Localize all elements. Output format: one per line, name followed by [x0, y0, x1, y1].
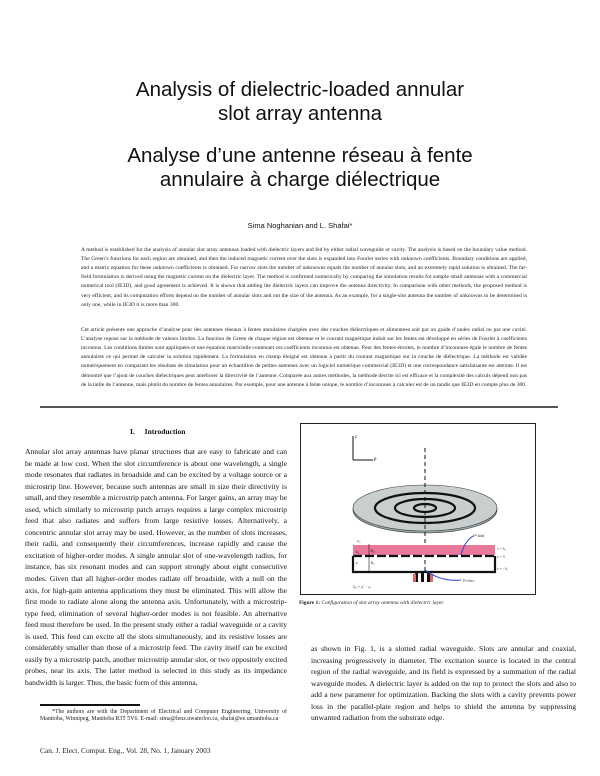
svg-text:ε₀: ε₀: [357, 538, 361, 543]
section-title: Introduction: [144, 427, 186, 436]
figure-caption: [299, 600, 444, 606]
figure-caption-text: Configuration of slot array antenna with dielectric layer.: [321, 600, 445, 606]
author-affiliation-footnote: *The authors are with the Department of Electrical and Computer Engineering, University of Manitoba, Winnipeg, Manitoba R3T 5V6. E-mail: sima@lenz.uwaterloo.ca, shafai@ee.umanitoba.ca: [40, 709, 287, 723]
title-en-line-2: slot array antenna: [217, 102, 383, 125]
svg-text:iᵗʰ slot: iᵗʰ slot: [473, 533, 485, 538]
title-fr-line-2: annulaire à charge diélectrique: [159, 168, 441, 191]
author-list: Sima Noghanian and L. Shafai*: [247, 221, 353, 230]
svg-text:z = h₂: z = h₂: [497, 547, 506, 551]
svg-text:z = 0: z = 0: [497, 555, 505, 559]
svg-text:Probes: Probes: [463, 578, 475, 583]
svg-text:ε₁: ε₁: [356, 549, 360, 554]
section-heading-introduction: [130, 427, 185, 436]
abstract-french: Cet article présente une approche d’analyse pour des antennes réseaux à fentes annulaires chargées avec des couches diélectriques et alimentees soit par un guide d’ondes radial ou par une cavité. L’analyse repose sur la méthode de valeurs limites. La fonction de Green de chaque région est obtenue et le courant magnétique induit sur les fentes est développé en séries de Fourier à coefficients inconnus. Les conditions limites sont appliquées et une équation matricielle contenant ces coefficients inconnus est obtenue. Pour des fentes étroites, le nombre d’inconnues égale le nombre de fentes annulaires ce qui permet de calculer la solution rapidement. La formulation en champ éloigné est obtenue à partir du courant magnétique sur la couche de diélectrique. La méthode est validée numériquement en comparant les résultats de simulation pour un échantillon de petites antennes avec un logiciel numérique commercial (IE3D) et une correspondance satisfaisante est atteinte. Il est démontré que l’ajout de couches diélectriques peut améliorer la directivité de l’antenne. Comparée aux autres méthodes, la méthode décrite ici est efficace et la complexité des calculs dépend non pas de la taille de l’antenne, mais plutôt du nombre de fentes annulaires. Par exemple, pour une antenne à fente unique, le nombre d’inconnues à calculer est de un tandis que IE3D en compte plus de 300.: [81, 326, 527, 388]
figure-label: Figure 1:: [299, 600, 321, 606]
svg-text:ρ: ρ: [374, 457, 377, 462]
title-block: [0, 78, 600, 230]
abstract-english: A method is established for the analysis of annular slot array antennas loaded with dielectric layers and fed by either radial waveguide or cavity. The analysis is based on the boundary value method. The Green’s functions for each region are obtained, and then the induced magnetic current over the slots is expanded into Fourier series with unknown coefficients. Boundary conditions are applied, and a matrix equation for these unknown coefficients is obtained. For narrow slots the number of unknowns equals the number of annular slots, and an extremely rapid solution is obtained. The far-field formulation is derived using the magnetic current on the dielectric layer. The method is confirmed numerically by comparing the simulation results for sample small antennas with a commercial numerical tool (IE3D), and good agreement is achieved. It is shown that adding the dielectric layers can improve the antenna directivity. In comparison with other methods, the proposed method is very efficient, and its computation efforts depend on the number of annular slots and not the size of the antenna. As an example, for a single-slot antenna the number of unknowns to be determined is only one, while in IE3D it is more than 300.: [81, 246, 527, 308]
body-column-right: as shown in Fig. 1, is a slotted radial waveguide. Slots are annular and coaxial, increasing progressively in diameter. The excitation source is located in the central region of the radial waveguide, and its field is expressed by a summation of the radial waveguide modes. A dielectric layer is added on the top to protect the slots and also to add a new parameter for optimization. Backing the slots with a cavity prevents power loss in the parallel-plate region and helps to shield the antenna by suppressing unwanted radiation from the substrate edge.: [311, 644, 576, 723]
svg-text:δₚᵢ = ρᵢ′ − ρᵢ: δₚᵢ = ρᵢ′ − ρᵢ: [353, 585, 371, 589]
abstract-divider: [40, 406, 558, 408]
paper-title-english: [0, 78, 600, 126]
footnote-divider: [40, 704, 140, 706]
svg-text:ε: ε: [356, 560, 358, 565]
section-number: I.: [130, 427, 135, 436]
svg-text:z: z: [355, 435, 357, 440]
svg-text:h₁: h₁: [371, 560, 375, 565]
paper-title-french: [0, 144, 600, 192]
figure-1: [300, 423, 536, 595]
svg-text:z = −h₁: z = −h₁: [497, 567, 509, 571]
body-column-left: Annular slot array antennas have planar structures that are easy to fabricate and can be made at low cost. When the slot circumference is about one wavelength, a single mode resonates that radiates in broadside and can be excited by a voltage source or a microstrip line. However, because such antennas are small in size their directivity is small, and they resemble a microstrip patch antenna. For larger gains, an array may be used, which similarly to microstrip patch arrays requires a large complex microstrip feed that also radiates and suffers from large resistive losses. Alternatively, a concentric annular slot array may be used. However, as the number of slots increases, their radii, and consequently their circumferences, increase rapidly and cause the excitation of higher-order modes. A single annular slot of one-wavelength radius, for instance, has six resonant modes and can support strongly about eight consecutive modes. Given that all higher-order modes radiate off broadside, with a null on the axis, for high-gain antenna applications they must be eliminated. This will allow the first mode to radiate alone along the antenna axis. Unfortunately, with a microstrip-type feed, elimination of several higher-order modes is not feasible. An alternative feed must therefore be used. In the present study either a radial waveguide or a cavity is used. This feed can excite all the slots simultaneously, and its resistive losses are considerably smaller than those of a microstrip feed. The cavity itself can be excited easily by a microstrip patch, another microstrip annular slot, or two oppositely excited probes, near its axis. The latter method is selected in this study as its impedance bandwidth is larger. Thus, the basic form of this antenna,: [25, 447, 287, 687]
antenna-diagram: [301, 424, 535, 594]
title-fr-line-1: Analyse d’une antenne réseau à fente: [127, 144, 473, 167]
title-en-line-1: Analysis of dielectric-loaded annular: [135, 78, 465, 101]
svg-text:h₂: h₂: [371, 548, 375, 553]
journal-reference: Can. J. Elect. Comput. Eng., Vol. 28, No. 1, January 2003: [40, 746, 211, 755]
